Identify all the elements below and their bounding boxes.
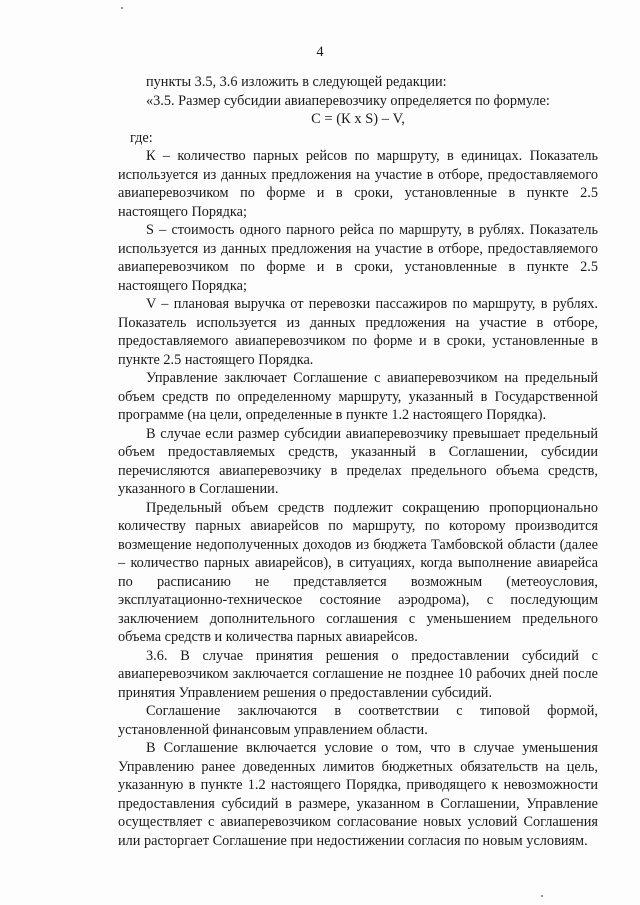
page-number: 4 [316, 44, 324, 60]
scan-speck [121, 7, 123, 9]
definition-k: К – количество парных рейсов по маршруту, в единицах. Показатель используется из данных предложения на участие в отборе, предоставляемого авиаперевозчиком по форме и в сроки, установленные в пункте 2.5 настоящего Порядка; [118, 148, 598, 220]
paragraph-agreement-limit: Управление заключает Соглашение с авиаперевозчиком на предельный объем средств по определенному маршруту, указанный в Государственной программе (на цели, определенные в пункте 1.2 настоящего Порядка). [118, 370, 598, 423]
definition-s: S – стоимость одного парного рейса по маршруту, в рублях. Показатель используется из данных предложения на участие в отборе, предоставляемого авиаперевозчиком по форме и в сроки, установленные в пункте 2.5 настоящего Порядка; [118, 222, 598, 294]
subsidy-formula: С = (К x S) – V, [311, 111, 405, 127]
scan-speck [541, 895, 543, 897]
intro-line: пункты 3.5, 3.6 изложить в следующей редакции: [146, 74, 447, 90]
where-label: где: [130, 129, 153, 146]
paragraph-standard-form: Соглашение заключаются в соответствии с типовой формой, установленной финансовым управлением области. [118, 703, 598, 738]
clause-3-5-heading: «3.5. Размер субсидии авиаперевозчику определяется по формуле: [146, 92, 550, 109]
clause-3-6: 3.6. В случае принятия решения о предоставлении субсидий с авиаперевозчиком заключается соглашение не позднее 10 рабочих дней после принятия Управлением решения о предоставлении субсидий. [118, 647, 598, 701]
paragraph-limit-reduction: Предельный объем средств подлежит сокращению пропорционально количеству парных авиарейсов по маршруту, по которому производится возмещение недополученных доходов из бюджета Тамбовской области (далее – количество парных авиарейсов), в ситуациях, когда выполнение авиарейса по расписанию не представляется возможным (метеоусловия, эксплуатационно-техническое состояние аэродрома), с последующим заключением дополнительного соглашения с уменьшением предельного объема средств и количества парных авиарейсов. [118, 499, 598, 645]
paragraph-subsidy-excess: В случае если размер субсидии авиаперевозчику превышает предельный объем предоставляемых средств, указанный в Соглашении, субсидии перечисляются авиаперевозчику в пределах предельного объема средств, указанного в Соглашении. [118, 425, 598, 497]
definition-v: V – плановая выручка от перевозки пассажиров по маршруту, в рублях. Показатель используется из данных предложения на участие в отборе, предоставляемого авиаперевозчиком по форме и в сроки, установленные в пункте 2.5 настоящего Порядка. [118, 296, 598, 368]
document-body [118, 73, 598, 850]
paragraph-limits-condition: В Соглашение включается условие о том, что в случае уменьшения Управлению ранее доведенных лимитов бюджетных обязательств на цель, указанную в пункте 1.2 настоящего Порядка, приводящего к невозможности предоставления субсидий в размере, указанном в Соглашении, Управление осуществляет с авиаперевозчиком согласование новых условий Соглашения или расторгает Соглашение при недостижении согласия по новым условиям. [118, 740, 598, 849]
